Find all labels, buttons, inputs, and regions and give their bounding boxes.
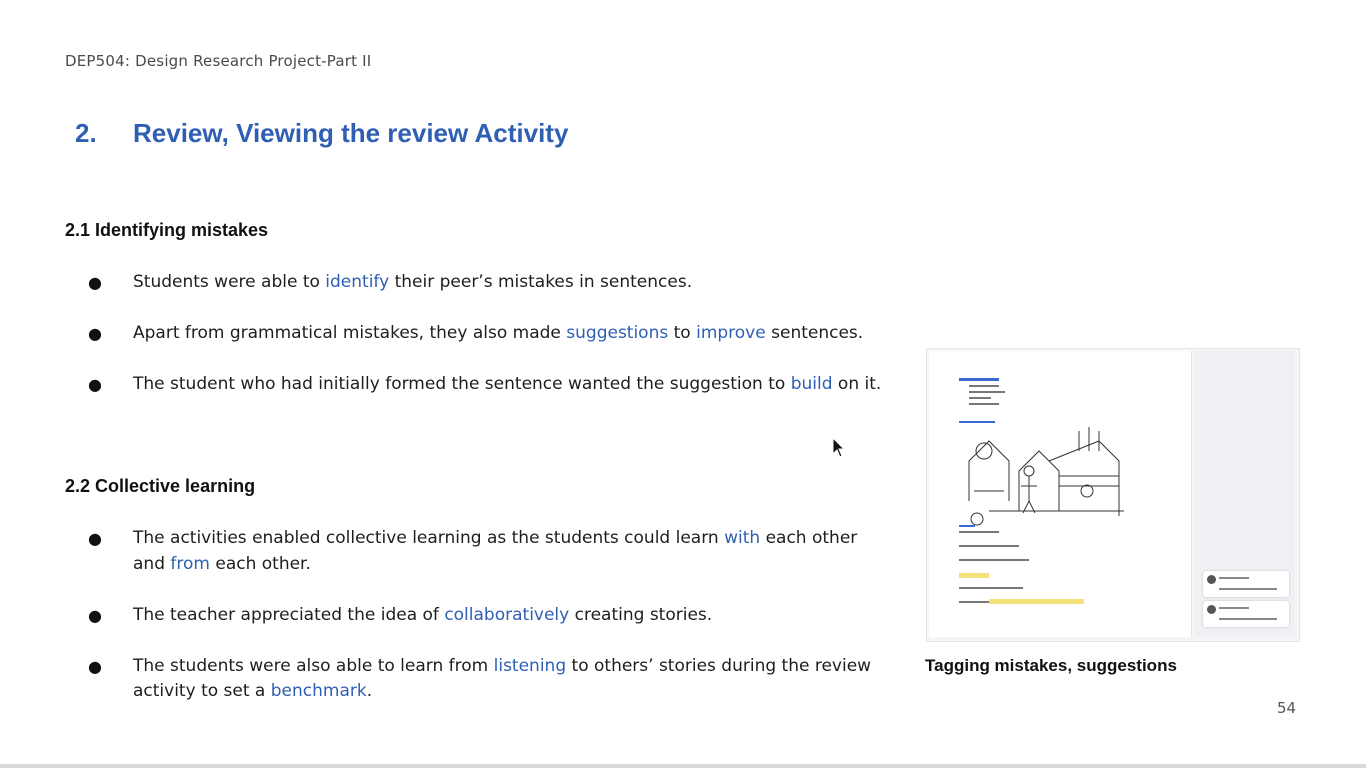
heading-number: 2.: [75, 118, 97, 148]
highlighted-term: suggestions: [566, 323, 669, 343]
bullet-text: each other.: [209, 553, 311, 574]
section-title-collective-learning: 2.2 Collective learning: [65, 476, 256, 496]
page-number: 54: [1277, 699, 1297, 717]
bullet-text: The student who had initially formed the sentence wanted the suggestion to: [133, 374, 791, 394]
bullet-text: Apart from grammatical mistakes, they also made: [133, 323, 567, 343]
bullet-dot-icon: ●: [88, 605, 102, 625]
figure-caption: Tagging mistakes, suggestions: [925, 656, 1177, 675]
mouse-cursor-icon: [832, 437, 846, 459]
highlighted-term: benchmark: [270, 681, 367, 701]
highlighted-term: listening: [493, 655, 567, 676]
bullet-text: .: [366, 681, 373, 701]
figure-document-illustration: [929, 351, 1191, 637]
figure-comment-card: [1203, 571, 1289, 597]
bullet-list-collective-learning: [86, 526, 886, 730]
figure-comment-card: [1203, 601, 1289, 627]
highlighted-term: improve: [696, 323, 766, 343]
bullet-text: their peer’s mistakes in sentences.: [389, 272, 693, 292]
bullet-item: [86, 603, 886, 629]
bullet-text: The students were also able to learn from: [133, 655, 494, 676]
bullet-dot-icon: ●: [88, 529, 102, 548]
highlighted-term: collaboratively: [444, 604, 570, 625]
bullet-dot-icon: ●: [88, 656, 102, 676]
bottom-border: [0, 764, 1366, 768]
bullet-dot-icon: ●: [88, 324, 102, 343]
bullet-text: to others’ stories during the review activity to set a: [133, 655, 872, 701]
highlighted-term: identify: [325, 272, 390, 292]
highlighted-term: from: [170, 553, 210, 574]
bullet-item: [86, 321, 886, 347]
bullet-list-identifying-mistakes: [86, 270, 886, 423]
figure-document-page: [929, 351, 1192, 637]
course-title: DEP504: Design Research Project-Part II: [65, 52, 372, 70]
heading-title: Review, Viewing the review Activity: [133, 118, 569, 148]
bullet-item: [86, 372, 886, 398]
bullet-item: [86, 270, 886, 296]
figure-screenshot: [926, 348, 1300, 642]
bullet-text: to: [668, 323, 697, 343]
highlighted-term: with: [724, 528, 761, 548]
bullet-dot-icon: ●: [88, 375, 102, 394]
bullet-text: The activities enabled collective learning as the students could learn: [133, 528, 725, 548]
bullet-item: [86, 526, 886, 577]
bullet-text: Students were able to: [133, 272, 326, 292]
bullet-text: creating stories.: [569, 604, 713, 625]
slide-heading: [75, 118, 568, 149]
bullet-dot-icon: ●: [88, 273, 102, 292]
bullet-text: each other and: [133, 528, 858, 574]
bullet-text: sentences.: [765, 323, 864, 343]
bullet-text: The teacher appreciated the idea of: [133, 604, 445, 625]
highlighted-term: build: [790, 374, 833, 394]
section-title-identifying-mistakes: 2.1 Identifying mistakes: [65, 220, 269, 240]
bullet-item: [86, 654, 886, 705]
bullet-text: on it.: [832, 374, 882, 394]
